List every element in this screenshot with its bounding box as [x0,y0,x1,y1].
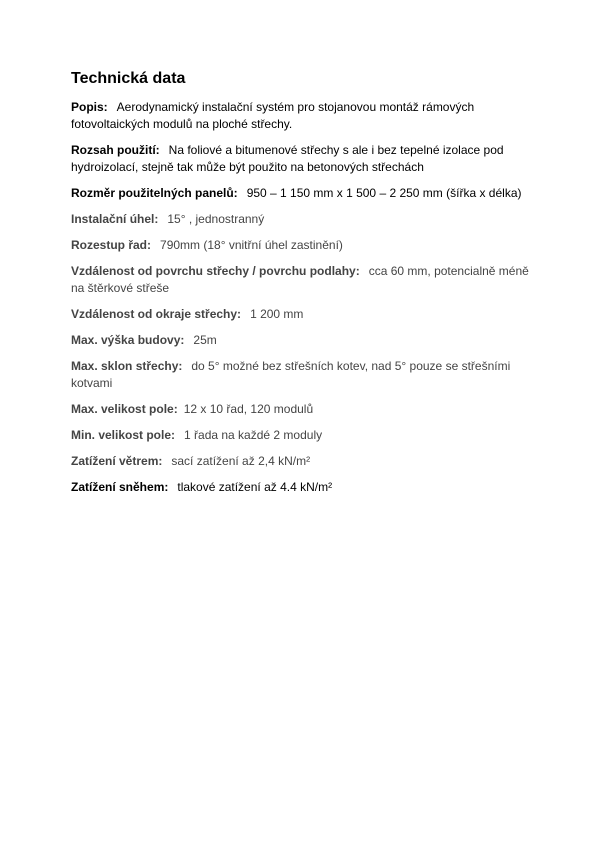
spec-value: 12 x 10 řad, 120 modulů [183,402,314,416]
spec-value: Aerodynamický instalační systém pro stojanovou montáž rámových fotovoltaických modulů na ploché střechy. [71,100,475,131]
spec-label: Max. výška budovy: [71,333,185,347]
spec-item-max-vyska-budovy [71,332,535,349]
spec-label: Max. sklon střechy: [71,359,183,373]
spec-item-vzdalenost-okraj [71,306,535,323]
spec-value: 15° , jednostranný [167,212,265,226]
spec-label: Instalační úhel: [71,212,159,226]
spec-value: do 5° možné bez střešních kotev, nad 5° pouze se střešními kotvami [71,359,511,390]
spec-item-zatizeni-snehem [71,479,535,496]
spec-item-zatizeni-vetrem [71,453,535,470]
spec-item-max-sklon-strechy [71,358,535,392]
spec-item-rozmer-panelu [71,185,535,202]
spec-item-instalacni-uhel [71,211,535,228]
spec-label: Rozestup řad: [71,238,152,252]
spec-item-rozestup-rad [71,237,535,254]
spec-label: Rozsah použití: [71,143,160,157]
spec-value: cca 60 mm, potencialně méně na štěrkové střeše [71,264,529,295]
spec-label: Vzdálenost od povrchu střechy / povrchu podlahy: [71,264,360,278]
spec-item-min-velikost-pole [71,427,535,444]
spec-value: Na foliové a bitumenové střechy s ale i bez tepelné izolace pod hydroizolací, stejně tak může být použito na betonových střechách [71,143,504,174]
spec-label: Min. velikost pole: [71,428,176,442]
spec-item-rozsah-pouziti [71,142,535,176]
spec-label: Zatížení sněhem: [71,480,169,494]
spec-item-popis [71,99,535,133]
page-title: Technická data [71,70,186,87]
spec-value: 1 řada na každé 2 moduly [184,428,323,442]
spec-label: Zatížení větrem: [71,454,163,468]
spec-value: sací zatížení až 2,4 kN/m² [171,454,311,468]
spec-value: 790mm (18° vnitřní úhel zastinění) [160,238,343,252]
spec-item-max-velikost-pole [71,401,535,418]
spec-value: 25m [193,333,217,347]
spec-value: 950 – 1 150 mm x 1 500 – 2 250 mm (šířka x délka) [246,186,522,200]
spec-label: Max. velikost pole: [71,402,178,416]
spec-label: Vzdálenost od okraje střechy: [71,307,242,321]
spec-item-vzdalenost-povrch [71,263,535,297]
spec-value: tlakové zatížení až 4.4 kN/m² [177,480,333,494]
spec-value: 1 200 mm [250,307,304,321]
spec-label: Rozměr použitelných panelů: [71,186,238,200]
spec-label: Popis: [71,100,108,114]
